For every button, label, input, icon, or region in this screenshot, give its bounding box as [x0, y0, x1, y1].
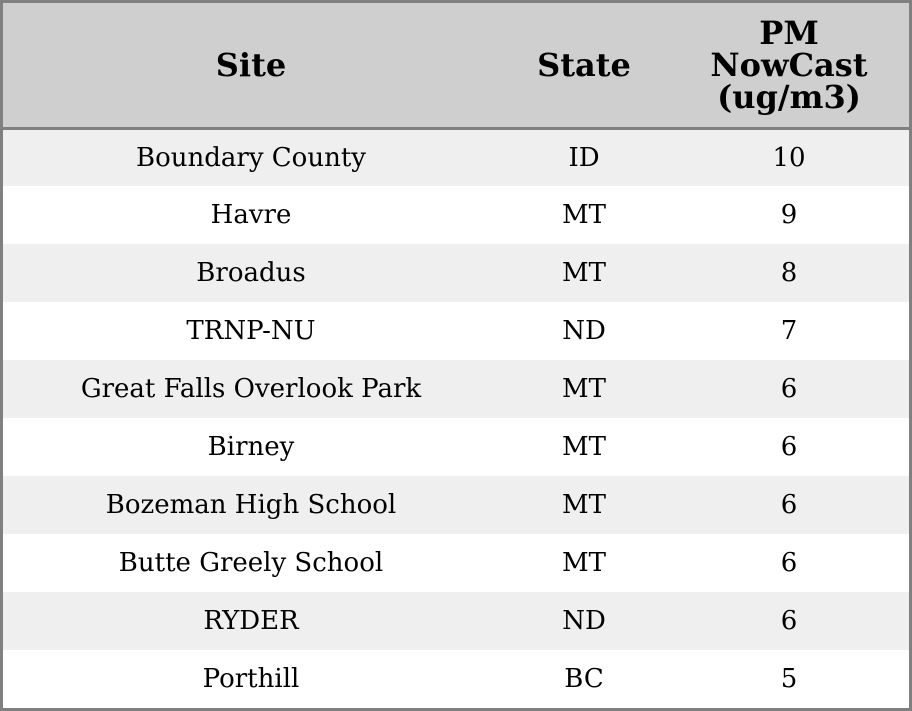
- header-pm-line-3: (ug/m3): [717, 77, 861, 116]
- cell-site: Butte Greely School: [118, 548, 384, 578]
- cell-site: RYDER: [203, 606, 299, 636]
- pm-nowcast-table: [3, 3, 909, 708]
- cell-site: Bozeman High School: [105, 490, 397, 520]
- table-row: [3, 592, 909, 650]
- cell-pm: 6: [780, 374, 798, 404]
- cell-site: Porthill: [202, 664, 300, 694]
- cell-pm: 7: [780, 316, 798, 346]
- cell-state: ID: [568, 142, 600, 173]
- table-row: [3, 302, 909, 360]
- cell-pm: 6: [780, 432, 798, 462]
- header-state: State: [499, 3, 669, 128]
- cell-state: MT: [562, 374, 606, 404]
- cell-site: Havre: [210, 200, 292, 230]
- cell-state: MT: [562, 258, 606, 288]
- cell-pm: 5: [780, 664, 798, 694]
- cell-pm: 6: [780, 548, 798, 578]
- cell-pm: 10: [772, 142, 806, 173]
- cell-site: Boundary County: [136, 142, 366, 173]
- table-row: [3, 186, 909, 244]
- cell-state: MT: [562, 432, 606, 462]
- cell-pm: 9: [780, 200, 798, 230]
- table-row: [3, 128, 909, 186]
- cell-pm: 8: [780, 258, 798, 288]
- cell-site: TRNP-NU: [186, 316, 316, 346]
- cell-site: Birney: [207, 432, 295, 462]
- header-site: Site: [3, 3, 499, 128]
- table-row: [3, 534, 909, 592]
- table-body: [3, 128, 909, 708]
- header-pm-line-2: NowCast: [710, 45, 868, 84]
- header-row: [3, 3, 909, 128]
- header-pm-line-1: PM: [759, 13, 819, 52]
- table-row: [3, 244, 909, 302]
- cell-site: Broadus: [196, 258, 306, 288]
- cell-pm: 6: [780, 606, 798, 636]
- header-pm-nowcast: [669, 3, 909, 128]
- cell-state: MT: [562, 548, 606, 578]
- table-row: [3, 360, 909, 418]
- cell-state: BC: [564, 664, 604, 694]
- cell-state: ND: [562, 316, 606, 346]
- table-row: [3, 650, 909, 708]
- table-header: [3, 3, 909, 128]
- cell-state: MT: [562, 490, 606, 520]
- cell-site: Great Falls Overlook Park: [80, 374, 422, 404]
- cell-state: ND: [562, 606, 606, 636]
- table-row: [3, 418, 909, 476]
- cell-pm: 6: [780, 490, 798, 520]
- table-row: [3, 476, 909, 534]
- cell-state: MT: [562, 200, 606, 230]
